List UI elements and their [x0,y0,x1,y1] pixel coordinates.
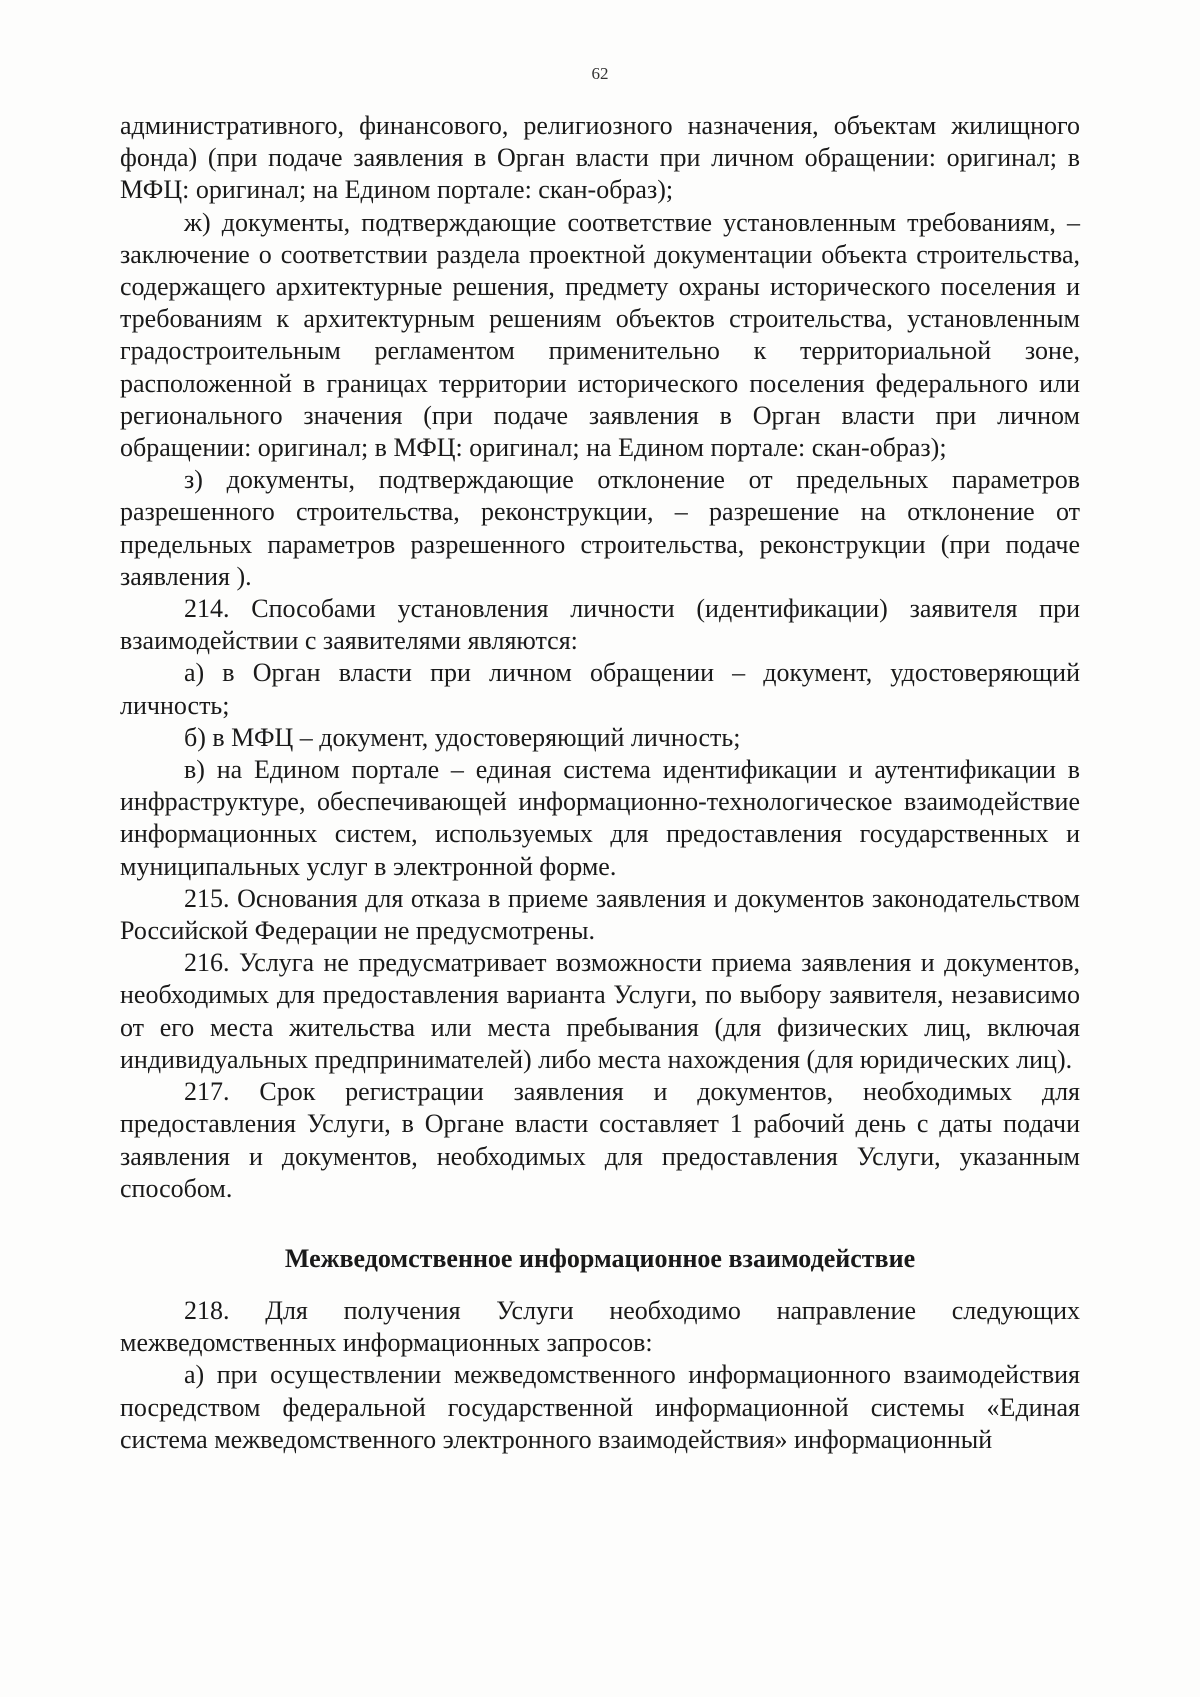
paragraph-item-z: з) документы, подтверждающие отклонение от предельных параметров разрешенного строительства, реконструкции, – разрешение на отклонение от предельных параметров разрешенного строительства, реконструкции (при подаче заявления ). [120,465,1080,591]
paragraph-214-b: б) в МФЦ – документ, удостоверяющий личность; [184,722,741,752]
paragraph-214-a: а) в Орган власти при личном обращении – документ, удостоверяющий личность; [120,658,1080,720]
section-heading: Межведомственное информационное взаимодействие [284,1243,916,1273]
paragraph-214-v: в) на Едином портале – единая система идентификации и аутентификации в инфраструктуре, обеспечивающей информационно-технологическое взаимодействие информационных систем, используемых для предоставления государственных и муниципальных услуг в электронной форме. [120,755,1080,881]
document-body [120,110,1080,1456]
paragraph-216: 216. Услуга не предусматривает возможности приема заявления и документов, необходимых для предоставления варианта Услуги, по выбору заявителя, независимо от его места жительства или места пребывания (для физических лиц, включая индивидуальных предпринимателей) либо места нахождения (для юридических лиц). [120,948,1080,1074]
paragraph-217: 217. Срок регистрации заявления и документов, необходимых для предоставления Услуги, в Органе власти составляет 1 рабочий день с даты подачи заявления и документов, необходимых для предоставления Услуги, указанным способом. [120,1077,1080,1203]
paragraph-item-zh: ж) документы, подтверждающие соответствие установленным требованиям, – заключение о соответствии раздела проектной документации объекта строительства, содержащего архитектурные решения, предмету охраны исторического поселения и требованиям к архитектурным решениям объектов строительства, установленным градостроительным регламентом применительно к территориальной зоне, расположенной в границах территории исторического поселения федерального или регионального значения (при подаче заявления в Орган власти при личном обращении: оригинал; в МФЦ: оригинал; на Едином портале: скан-образ); [120,207,1080,463]
paragraph-218-a: а) при осуществлении межведомственного информационного взаимодействия посредством федеральной государственной информационной системы «Единая система межведомственного электронного взаимодействия» информационный [120,1360,1080,1454]
page-number: 62 [591,64,609,83]
paragraph-continuation: административного, финансового, религиозного назначения, объектам жилищного фонда) (при подаче заявления в Орган власти при личном обращении: оригинал; в МФЦ: оригинал; на Едином портале: скан-образ); [120,111,1080,205]
paragraph-215: 215. Основания для отказа в приеме заявления и документов законодательством Российской Федерации не предусмотрены. [120,883,1080,946]
paragraph-214: 214. Способами установления личности (идентификации) заявителя при взаимодействии с заявителями являются: [120,594,1080,656]
paragraph-218: 218. Для получения Услуги необходимо направление следующих межведомственных информационных запросов: [120,1295,1080,1358]
